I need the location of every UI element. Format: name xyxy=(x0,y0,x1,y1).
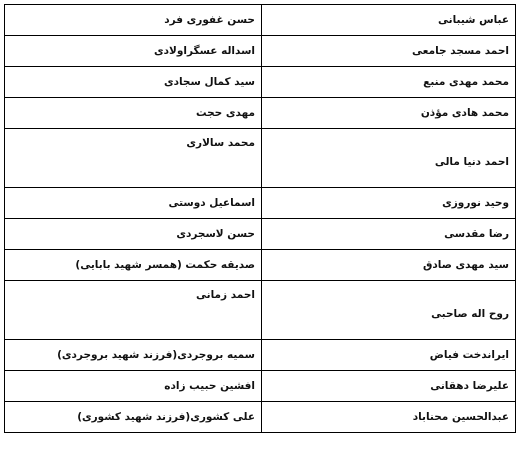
table-row xyxy=(5,340,516,371)
table-row xyxy=(5,371,516,402)
name-cell-right: احمد دنیا مالی xyxy=(262,129,516,188)
table-row xyxy=(5,129,516,188)
name-cell-right: عباس شیبانی xyxy=(262,5,516,36)
name-cell-right: روح اله صاحبی xyxy=(262,281,516,340)
name-cell-right: رضا مقدسی xyxy=(262,219,516,250)
table-row xyxy=(5,188,516,219)
name-cell-left: سید کمال سجادی xyxy=(5,67,262,98)
table-row xyxy=(5,219,516,250)
table-row xyxy=(5,98,516,129)
name-cell-left: مهدی حجت xyxy=(5,98,262,129)
table-row xyxy=(5,36,516,67)
names-table-body xyxy=(5,5,516,433)
name-cell-left: علی کشوری(فرزند شهید کشوری) xyxy=(5,402,262,433)
name-cell-right: علیرضا دهقانی xyxy=(262,371,516,402)
name-cell-right: سید مهدی صادق xyxy=(262,250,516,281)
name-cell-left: صدیقه حکمت (همسر شهید بابایی) xyxy=(5,250,262,281)
name-cell-left: سمیه بروجردی(فرزند شهید بروجردی) xyxy=(5,340,262,371)
table-row xyxy=(5,5,516,36)
name-cell-right: محمد مهدی منبع xyxy=(262,67,516,98)
name-cell-left: احمد زمانی xyxy=(5,281,262,340)
name-cell-right: ایراندخت فیاض xyxy=(262,340,516,371)
name-cell-left: اسماعیل دوستی xyxy=(5,188,262,219)
name-cell-right: احمد مسجد جامعی xyxy=(262,36,516,67)
name-cell-left: اسداله عسگراولادی xyxy=(5,36,262,67)
table-row xyxy=(5,281,516,340)
name-cell-left: محمد سالاری xyxy=(5,129,262,188)
table-row xyxy=(5,250,516,281)
name-cell-right: عبدالحسین محناباد xyxy=(262,402,516,433)
names-table xyxy=(4,4,516,433)
name-cell-right: وحید نوروزی xyxy=(262,188,516,219)
table-row xyxy=(5,402,516,433)
name-cell-left: حسن لاسجردی xyxy=(5,219,262,250)
name-cell-right: محمد هادی مؤذن xyxy=(262,98,516,129)
name-cell-left: حسن غفوری فرد xyxy=(5,5,262,36)
name-cell-left: افشین حبیب زاده xyxy=(5,371,262,402)
table-row xyxy=(5,67,516,98)
